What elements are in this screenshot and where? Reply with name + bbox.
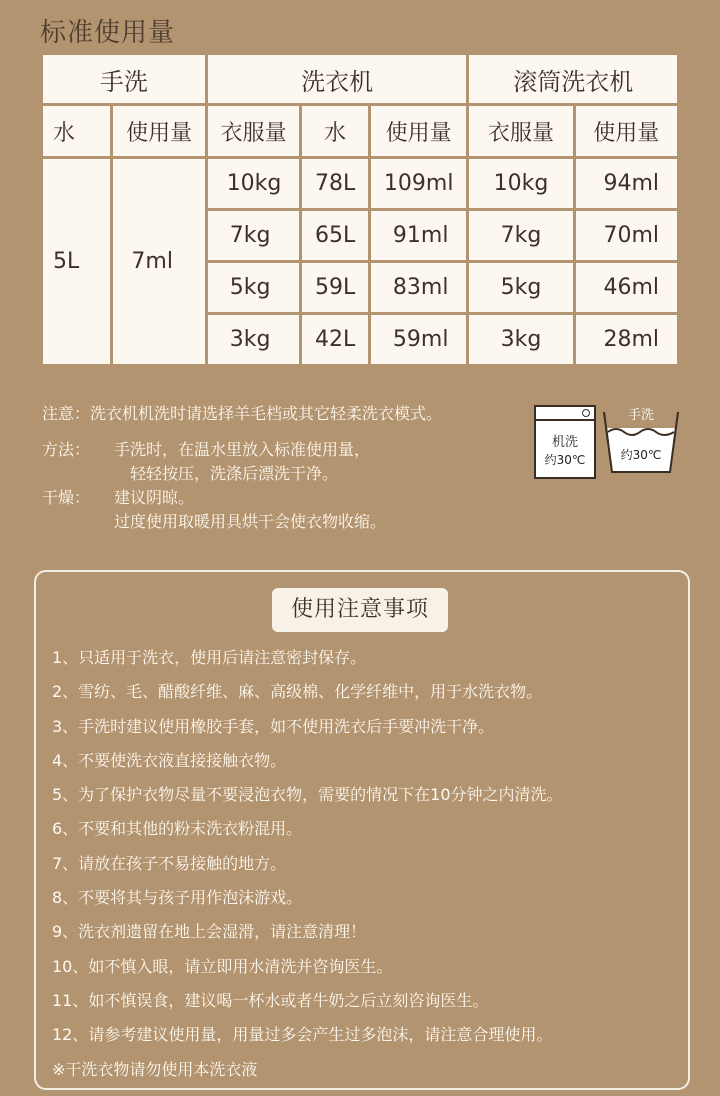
drum-clothes-cell: 10kg	[469, 159, 572, 208]
col-drum-clothes: 衣服量	[469, 106, 572, 156]
hand-water-value: 5L	[43, 159, 110, 364]
list-item: 8、不要将其与孩子用作泡沫游戏。	[52, 888, 303, 908]
drum-clothes-cell: 5kg	[469, 263, 572, 312]
machine-usage-cell: 109ml	[371, 159, 467, 208]
col-machine-usage: 使用量	[371, 106, 467, 156]
method-line-2: 轻轻按压，洗涤后漂洗干净。	[130, 464, 339, 483]
col-machine-clothes: 衣服量	[208, 106, 300, 156]
hand-wash-temp: 约30℃	[620, 448, 662, 462]
section-title: 标准使用量	[40, 18, 176, 48]
hand-wash-icon	[600, 402, 682, 480]
machine-usage-cell: 59ml	[371, 315, 467, 364]
machine-clothes-cell: 10kg	[208, 159, 300, 208]
machine-wash-label: 机洗	[551, 435, 578, 450]
drum-usage-cell: 94ml	[576, 159, 678, 208]
machine-water-cell: 78L	[302, 159, 368, 208]
list-item: 9、洗衣剂遗留在地上会湿滑，请注意清理！	[52, 922, 367, 942]
machine-clothes-cell: 3kg	[208, 315, 300, 364]
usage-notes	[42, 402, 522, 534]
header-hand-wash: 手洗	[43, 55, 205, 103]
col-hand-usage: 使用量	[113, 106, 204, 156]
machine-wash-temp: 约30℃	[544, 453, 586, 467]
precautions-list	[52, 646, 692, 1092]
machine-clothes-cell: 5kg	[208, 263, 300, 312]
usage-table	[40, 52, 680, 367]
drum-usage-cell: 28ml	[576, 315, 678, 364]
list-item: 2、雪纺、毛、醋酸纤维、麻、高级棉、化学纤维中，用于水洗衣物。	[52, 682, 543, 702]
machine-water-cell: 42L	[302, 315, 368, 364]
header-washing-machine: 洗衣机	[208, 55, 467, 103]
dry-line-2: 过度使用取暖用具烘干会使衣物收缩。	[114, 512, 387, 531]
drum-usage-cell: 46ml	[576, 263, 678, 312]
machine-usage-cell: 83ml	[371, 263, 467, 312]
list-item: 7、请放在孩子不易接触的地方。	[52, 853, 287, 873]
list-item: 6、不要和其他的粉末洗衣粉混用。	[52, 819, 303, 839]
machine-clothes-cell: 7kg	[208, 211, 300, 260]
machine-wash-icon	[534, 405, 596, 479]
method-label: 方法：	[42, 440, 91, 459]
list-item: ※干洗衣物请勿使用本洗衣液	[52, 1059, 258, 1079]
list-item: 12、请参考建议使用量，用量过多会产生过多泡沫，请注意合理使用。	[52, 1025, 553, 1045]
drum-clothes-cell: 3kg	[469, 315, 572, 364]
header-drum-machine: 滚筒洗衣机	[469, 55, 677, 103]
list-item: 3、手洗时建议使用橡胶手套，如不使用洗衣后手要冲洗干净。	[52, 716, 495, 736]
hand-wash-label: 手洗	[627, 408, 654, 423]
hand-usage-value: 7ml	[113, 159, 204, 364]
precautions-title: 使用注意事项	[272, 588, 448, 632]
col-drum-usage: 使用量	[576, 106, 678, 156]
dry-line-1: 建议阴晾。	[114, 488, 195, 507]
list-item: 10、如不慎入眼，请立即用水清洗并咨询医生。	[52, 956, 393, 976]
machine-usage-cell: 91ml	[371, 211, 467, 260]
col-machine-water: 水	[302, 106, 368, 156]
list-item: 5、为了保护衣物尽量不要浸泡衣物，需要的情况下在10分钟之内清洗。	[52, 785, 563, 805]
machine-water-cell: 59L	[302, 263, 368, 312]
attention-note: 注意：洗衣机机洗时请选择羊毛档或其它轻柔洗衣模式。	[42, 404, 443, 423]
list-item: 11、如不慎误食，建议喝一杯水或者牛奶之后立刻咨询医生。	[52, 990, 489, 1010]
list-item: 4、不要使洗衣液直接接触衣物。	[52, 750, 287, 770]
dry-label: 干燥：	[42, 488, 91, 507]
col-hand-water: 水	[43, 106, 110, 156]
list-item: 1、只适用于洗衣，使用后请注意密封保存。	[52, 648, 367, 667]
drum-usage-cell: 70ml	[576, 211, 678, 260]
method-line-1: 手洗时，在温水里放入标准使用量，	[114, 440, 371, 459]
drum-clothes-cell: 7kg	[469, 211, 572, 260]
machine-water-cell: 65L	[302, 211, 368, 260]
